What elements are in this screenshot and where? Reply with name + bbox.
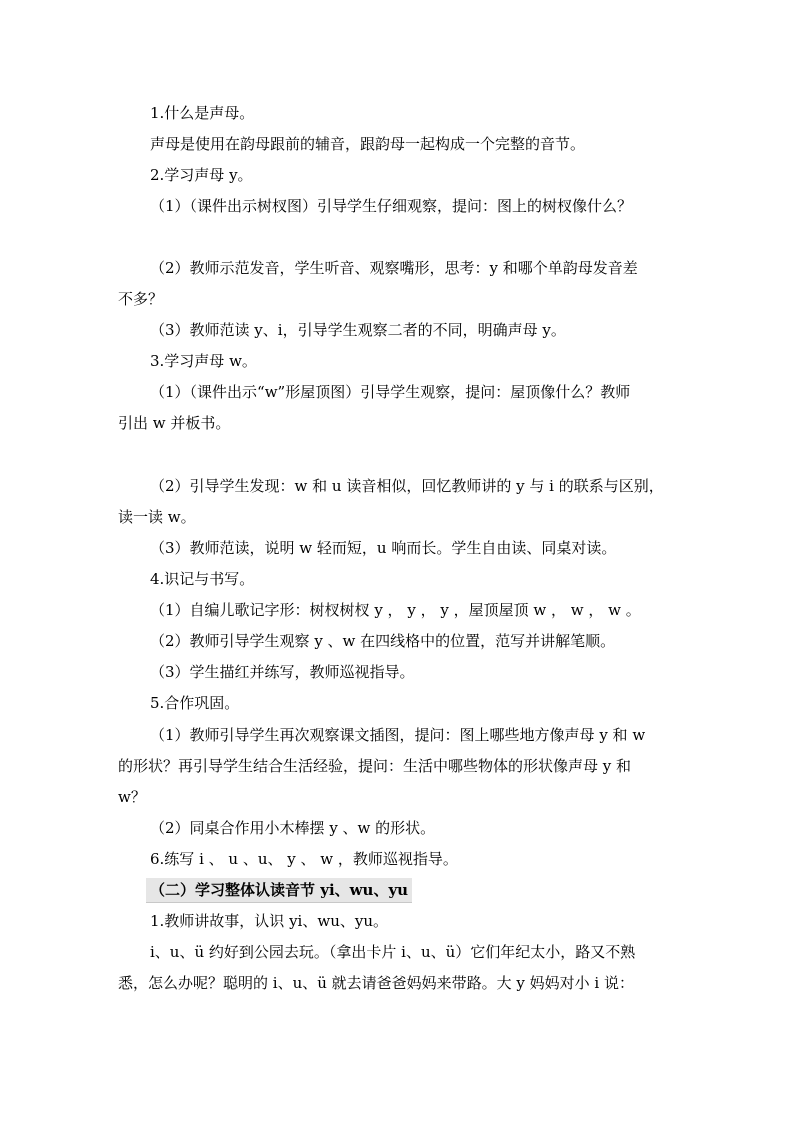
paragraph: （1）教师引导学生再次观察课文插图，提问：图上哪些地方像声母 y 和 w xyxy=(150,726,646,744)
paragraph: w？ xyxy=(118,788,146,806)
paragraph: （3）教师范读 y、i，引导学生观察二者的不同，明确声母 y。 xyxy=(150,321,566,339)
paragraph: （2）教师示范发音，学生听音、观察嘴形，思考：y 和哪个单韵母发音差 xyxy=(150,259,638,277)
paragraph: 1.教师讲故事，认识 yi、wu、yu。 xyxy=(150,912,388,930)
paragraph: （1）（课件出示“w”形屋顶图）引导学生观察，提问：屋顶像什么？教师 xyxy=(150,383,631,401)
paragraph: （1）自编儿歌记字形：树杈树杈 y ， y ， y ，屋顶屋顶 w ， w ， w 。 xyxy=(150,601,641,619)
paragraph: 读一读 w。 xyxy=(118,508,196,526)
item-5-title: 5.合作巩固。 xyxy=(150,694,240,712)
paragraph: （2）引导学生发现：w 和 u 读音相似，回忆教师讲的 y 与 i 的联系与区别， xyxy=(150,477,664,495)
paragraph: 悉，怎么办呢？聪明的 i、u、ü 就去请爸爸妈妈来带路。大 y 妈妈对小 i 说： xyxy=(118,974,635,992)
item-2-title: 2.学习声母 y。 xyxy=(150,166,253,184)
paragraph: 声母是使用在韵母跟前的辅音，跟韵母一起构成一个完整的音节。 xyxy=(150,135,586,153)
paragraph: （1）（课件出示树杈图）引导学生仔细观察，提问：图上的树杈像什么？ xyxy=(150,197,633,215)
paragraph: （3）学生描红并练写，教师巡视指导。 xyxy=(150,663,415,681)
paragraph: 不多？ xyxy=(118,290,164,308)
paragraph: 的形状？再引导学生结合生活经验，提问：生活中哪些物体的形状像声母 y 和 xyxy=(118,757,632,775)
paragraph: （2）教师引导学生观察 y 、w 在四线格中的位置，范写并讲解笔顺。 xyxy=(150,632,616,650)
paragraph: （3）教师范读，说明 w 轻而短，u 响而长。学生自由读、同桌对读。 xyxy=(150,539,617,557)
item-3-title: 3.学习声母 w。 xyxy=(150,352,257,370)
paragraph: i、u、ü 约好到公园去玩。（拿出卡片 i、u、ü）它们年纪太小，路又不熟 xyxy=(150,943,636,961)
item-4-title: 4.识记与书写。 xyxy=(150,570,255,588)
paragraph: 引出 w 并板书。 xyxy=(118,414,231,432)
section-heading: （二）学习整体认读音节 yi、wu、yu xyxy=(150,881,409,899)
item-6-title: 6.练写 i 、 u 、u、 y 、 w ，教师巡视指导。 xyxy=(150,850,458,868)
paragraph: （2）同桌合作用小木棒摆 y 、w 的形状。 xyxy=(150,819,436,837)
item-1-title: 1.什么是声母。 xyxy=(150,104,255,122)
